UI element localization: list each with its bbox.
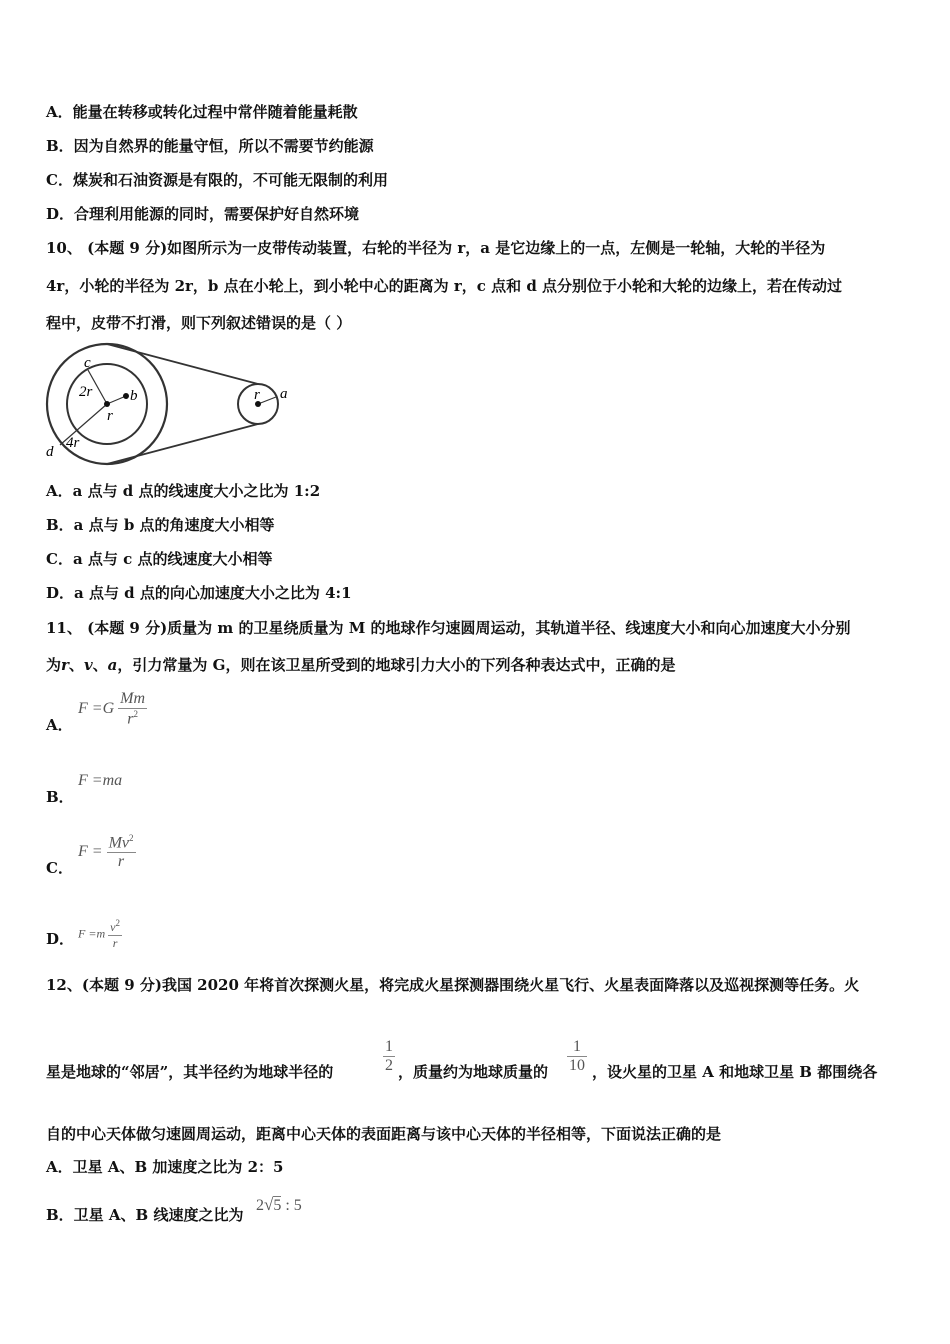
q9-option-c: C．煤炭和石油资源是有限的，不可能无限制的利用 bbox=[46, 171, 388, 189]
q11-label-a: A． bbox=[46, 716, 73, 734]
radius-r bbox=[107, 396, 126, 404]
belt-top bbox=[107, 344, 258, 384]
center-left bbox=[104, 401, 110, 407]
q12-fraction-tenth: $\frac{1}{10}$ bbox=[569, 1038, 585, 1074]
q12-option-a: A．卫星 A、B 加速度之比为 2：5 bbox=[46, 1158, 284, 1176]
label-b: b bbox=[130, 388, 138, 404]
q11-label-d: D． bbox=[46, 930, 75, 948]
belt-bottom bbox=[107, 424, 258, 464]
label-c: c bbox=[84, 355, 91, 371]
q11-stem-line2: 为r、v、a，引力常量为 G，则在该卫星所受到的地球引力大小的下列各种表达式中，正确的是 bbox=[46, 656, 676, 674]
q12-stem-line2: 星是地球的“邻居”，其半径约为地球半径的 bbox=[46, 1063, 334, 1081]
label-2r: 2r bbox=[79, 384, 93, 400]
q10-option-b: B．a 点与 b 点的角速度大小相等 bbox=[46, 516, 275, 534]
q10-stem-line2: 4r，小轮的半径为 2r，b 点在小轮上，到小轮中心的距离为 r，c 点和 d 点分别位于小轮和大轮的边缘上，若在传动过 bbox=[46, 277, 843, 295]
q11-formula-a: F =G $\frac{Mm}{r^2}$ bbox=[78, 690, 146, 728]
belt-drive-figure bbox=[40, 340, 300, 470]
label-a: a bbox=[280, 386, 288, 402]
q11-label-b: B． bbox=[46, 788, 74, 806]
label-r-small: r bbox=[107, 408, 113, 424]
q12-stem-line2c: ，设火星的卫星 A 和地球卫星 B 都围绕各 bbox=[592, 1063, 878, 1081]
q9-option-b: B．因为自然界的能量守恒，所以不需要节约能源 bbox=[46, 137, 374, 155]
q11-formula-c: F = $\frac{Mv^2}{r}$ bbox=[78, 833, 134, 871]
q12-stem-line2b: ，质量约为地球质量的 bbox=[398, 1063, 549, 1081]
q10-stem-line3: 程中，皮带不打滑，则下列叙述错误的是（ ） bbox=[46, 314, 352, 332]
label-r-right: r bbox=[254, 387, 260, 403]
q9-option-a: A．能量在转移或转化过程中常伴随着能量耗散 bbox=[46, 103, 358, 121]
q11-formula-d: F =m $\frac{v^2}{r}$ bbox=[78, 918, 120, 950]
q10-option-c: C．a 点与 c 点的线速度大小相等 bbox=[46, 550, 273, 568]
q12-stem-line3: 自的中心天体做匀速圆周运动，距离中心天体的表面距离与该中心天体的半径相等，下面说法正确的是 bbox=[46, 1125, 722, 1143]
q10-option-d: D．a 点与 d 点的向心加速度大小之比为 4:1 bbox=[46, 584, 352, 602]
q12-stem-line1: 12、(本题 9 分)我国 2020 年将首次探测火星，将完成火星探测器围绕火星飞行、火星表面降落以及巡视探测等任务。火 bbox=[46, 976, 860, 994]
label-d: d bbox=[46, 444, 54, 460]
q10-option-a: A．a 点与 d 点的线速度大小之比为 1:2 bbox=[46, 482, 321, 500]
q10-stem-line1: 10、 (本题 9 分)如图所示为一皮带传动装置，右轮的半径为 r，a 是它边缘上的一点，左侧是一轮轴，大轮的半径为 bbox=[46, 239, 826, 257]
q11-label-c: C． bbox=[46, 859, 73, 877]
label-4r: 4r bbox=[66, 435, 80, 451]
q12-option-b-math: 2√5 : 5 bbox=[256, 1195, 302, 1214]
point-b bbox=[123, 393, 129, 399]
q12-fraction-half: $\frac{1}{2}$ bbox=[385, 1038, 393, 1074]
q9-option-d: D．合理利用能源的同时，需要保护好自然环境 bbox=[46, 205, 360, 223]
q11-stem-line1: 11、 (本题 9 分)质量为 m 的卫星绕质量为 M 的地球作匀速圆周运动，其轨道半径、线速度大小和向心加速度大小分别 bbox=[46, 619, 851, 637]
q11-formula-b: F =ma bbox=[78, 772, 123, 789]
q12-option-b: B．卫星 A、B 线速度之比为 bbox=[46, 1206, 244, 1224]
